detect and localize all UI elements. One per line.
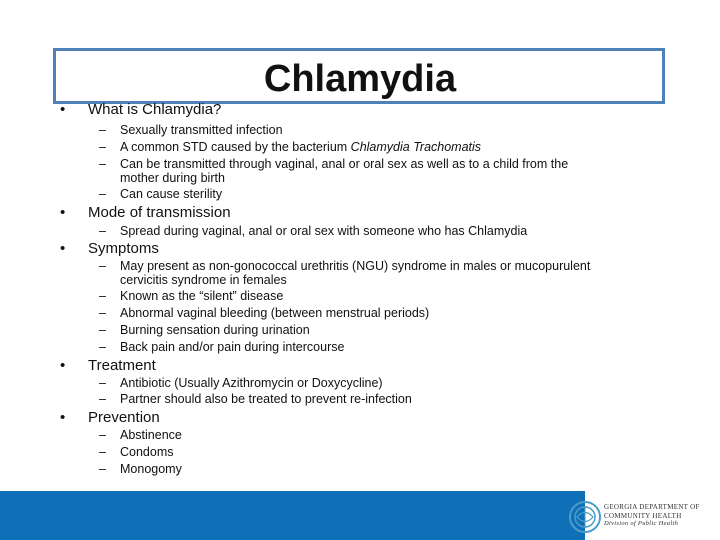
dash-icon: – bbox=[99, 224, 106, 238]
section-heading-symptoms: Symptoms bbox=[88, 240, 159, 257]
list-item: Back pain and/or pain during intercourse bbox=[120, 340, 345, 354]
list-item-text: A common STD caused by the bacterium bbox=[120, 140, 351, 154]
list-item: Can be transmitted through vaginal, anal or oral sex as well as to a child from the bbox=[120, 157, 569, 171]
dash-icon: – bbox=[99, 289, 106, 303]
bullet-icon: • bbox=[60, 101, 66, 118]
dash-icon: – bbox=[99, 323, 106, 337]
dash-icon: – bbox=[99, 140, 106, 154]
logo-line-department: GEORGIA DEPARTMENT OF bbox=[604, 503, 700, 511]
bullet-icon: • bbox=[60, 240, 66, 257]
dash-icon: – bbox=[99, 306, 106, 320]
bullet-icon: • bbox=[60, 204, 66, 221]
list-item bbox=[120, 140, 660, 154]
dash-icon: – bbox=[99, 187, 106, 201]
bullet-icon: • bbox=[60, 357, 66, 374]
section-heading-treatment: Treatment bbox=[88, 357, 156, 374]
bullet-icon: • bbox=[60, 409, 66, 426]
dash-icon: – bbox=[99, 445, 106, 459]
dash-icon: – bbox=[99, 376, 106, 390]
list-item: Antibiotic (Usually Azithromycin or Doxycycline) bbox=[120, 376, 383, 390]
dash-icon: – bbox=[99, 392, 106, 406]
dash-icon: – bbox=[99, 123, 106, 137]
slide-title: Chlamydia bbox=[263, 58, 457, 100]
list-item: Partner should also be treated to prevent re-infection bbox=[120, 392, 412, 406]
section-heading-what-is: What is Chlamydia? bbox=[88, 101, 222, 118]
dash-icon: – bbox=[99, 428, 106, 442]
list-item: Monogomy bbox=[120, 462, 182, 476]
list-item: Can cause sterility bbox=[120, 187, 223, 201]
list-item: Spread during vaginal, anal or oral sex with someone who has Chlamydia bbox=[120, 224, 528, 238]
logo-line-community: COMMUNITY HEALTH bbox=[604, 511, 682, 520]
list-item: Sexually transmitted infection bbox=[120, 123, 283, 137]
list-item: Abstinence bbox=[120, 428, 182, 442]
dash-icon: – bbox=[99, 157, 106, 171]
list-item: Burning sensation during urination bbox=[120, 323, 310, 337]
section-heading-transmission: Mode of transmission bbox=[88, 204, 231, 221]
dch-logo-icon bbox=[568, 500, 602, 534]
logo-text bbox=[604, 503, 700, 529]
list-item: Condoms bbox=[120, 445, 174, 459]
section-heading-prevention: Prevention bbox=[88, 409, 160, 426]
dash-icon: – bbox=[99, 259, 106, 273]
species-name: Chlamydia Trachomatis bbox=[350, 140, 482, 154]
dash-icon: – bbox=[99, 340, 106, 354]
list-item-continuation: mother during birth bbox=[120, 171, 225, 185]
logo-line-division: Division of Public Health bbox=[604, 520, 679, 527]
list-item: Abnormal vaginal bleeding (between menstrual periods) bbox=[120, 306, 430, 320]
list-item: May present as non-gonococcal urethritis (NGU) syndrome in males or mucopurulent bbox=[120, 259, 591, 273]
list-item-continuation: cervicitis syndrome in females bbox=[120, 273, 287, 287]
dash-icon: – bbox=[99, 462, 106, 476]
list-item: Known as the “silent” disease bbox=[120, 289, 284, 303]
